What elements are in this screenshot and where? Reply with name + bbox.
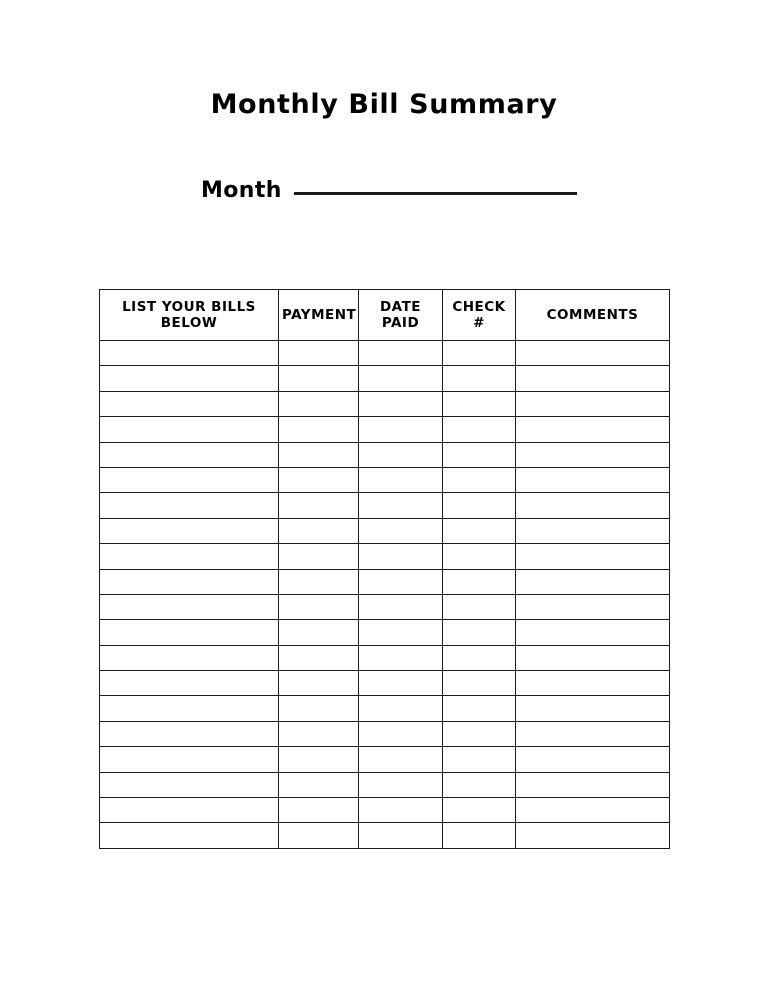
cell-payment[interactable] — [279, 569, 359, 594]
cell-date_paid[interactable] — [359, 417, 443, 442]
cell-payment[interactable] — [279, 798, 359, 823]
cell-check_no[interactable] — [443, 391, 516, 416]
cell-date_paid[interactable] — [359, 341, 443, 366]
cell-comments[interactable] — [516, 417, 670, 442]
cell-date_paid[interactable] — [359, 569, 443, 594]
cell-check_no[interactable] — [443, 747, 516, 772]
cell-bills[interactable] — [100, 721, 279, 746]
cell-date_paid[interactable] — [359, 391, 443, 416]
column-header-date-paid — [359, 290, 443, 341]
cell-bills[interactable] — [100, 772, 279, 797]
cell-payment[interactable] — [279, 645, 359, 670]
cell-comments[interactable] — [516, 341, 670, 366]
cell-date_paid[interactable] — [359, 366, 443, 391]
cell-bills[interactable] — [100, 366, 279, 391]
cell-bills[interactable] — [100, 544, 279, 569]
table-row — [100, 645, 670, 670]
cell-date_paid[interactable] — [359, 594, 443, 619]
table-row — [100, 823, 670, 848]
column-header-bills-line1: LIST YOUR BILLS — [122, 299, 256, 315]
cell-date_paid[interactable] — [359, 772, 443, 797]
cell-date_paid[interactable] — [359, 823, 443, 848]
cell-comments[interactable] — [516, 696, 670, 721]
cell-payment[interactable] — [279, 747, 359, 772]
cell-comments[interactable] — [516, 442, 670, 467]
cell-check_no[interactable] — [443, 772, 516, 797]
monthly-bill-table — [99, 289, 670, 849]
cell-comments[interactable] — [516, 772, 670, 797]
cell-date_paid[interactable] — [359, 620, 443, 645]
cell-bills[interactable] — [100, 798, 279, 823]
table-row — [100, 671, 670, 696]
cell-check_no[interactable] — [443, 594, 516, 619]
cell-date_paid[interactable] — [359, 442, 443, 467]
table-header — [100, 290, 670, 341]
bill-table-container — [99, 289, 669, 849]
cell-payment[interactable] — [279, 671, 359, 696]
cell-check_no[interactable] — [443, 823, 516, 848]
cell-bills[interactable] — [100, 391, 279, 416]
cell-payment[interactable] — [279, 417, 359, 442]
column-header-date-paid-line2: PAID — [381, 315, 420, 331]
table-row — [100, 620, 670, 645]
cell-date_paid[interactable] — [359, 671, 443, 696]
column-header-comments-line1: COMMENTS — [546, 307, 639, 323]
cell-date_paid[interactable] — [359, 747, 443, 772]
page-title: Monthly Bill Summary — [210, 89, 558, 120]
cell-date_paid[interactable] — [359, 696, 443, 721]
cell-date_paid[interactable] — [359, 721, 443, 746]
column-header-date-paid-line1: DATE — [379, 299, 422, 315]
month-blank-line[interactable] — [294, 192, 577, 195]
cell-check_no[interactable] — [443, 467, 516, 492]
table-row — [100, 391, 670, 416]
cell-comments[interactable] — [516, 366, 670, 391]
cell-comments[interactable] — [516, 721, 670, 746]
cell-check_no[interactable] — [443, 366, 516, 391]
cell-bills[interactable] — [100, 671, 279, 696]
cell-payment[interactable] — [279, 544, 359, 569]
cell-payment[interactable] — [279, 772, 359, 797]
column-header-payment-line1: PAYMENT — [282, 307, 357, 323]
cell-payment[interactable] — [279, 493, 359, 518]
table-row — [100, 518, 670, 543]
table-row — [100, 798, 670, 823]
cell-bills[interactable] — [100, 417, 279, 442]
month-field-row — [201, 178, 581, 204]
cell-bills[interactable] — [100, 467, 279, 492]
cell-bills[interactable] — [100, 493, 279, 518]
table-row — [100, 772, 670, 797]
cell-bills[interactable] — [100, 341, 279, 366]
cell-comments[interactable] — [516, 594, 670, 619]
cell-payment[interactable] — [279, 518, 359, 543]
cell-bills[interactable] — [100, 569, 279, 594]
cell-check_no[interactable] — [443, 493, 516, 518]
cell-payment[interactable] — [279, 341, 359, 366]
cell-payment[interactable] — [279, 620, 359, 645]
column-header-payment — [279, 290, 359, 341]
cell-check_no[interactable] — [443, 645, 516, 670]
column-header-check-number-line1: CHECK — [452, 299, 506, 315]
table-row — [100, 341, 670, 366]
table-row — [100, 544, 670, 569]
cell-bills[interactable] — [100, 594, 279, 619]
table-row — [100, 442, 670, 467]
cell-payment[interactable] — [279, 594, 359, 619]
cell-check_no[interactable] — [443, 798, 516, 823]
column-header-comments — [516, 290, 670, 341]
cell-date_paid[interactable] — [359, 798, 443, 823]
month-label: Month — [201, 178, 282, 203]
cell-date_paid[interactable] — [359, 467, 443, 492]
cell-check_no[interactable] — [443, 569, 516, 594]
cell-bills[interactable] — [100, 645, 279, 670]
cell-check_no[interactable] — [443, 442, 516, 467]
cell-payment[interactable] — [279, 696, 359, 721]
table-row — [100, 569, 670, 594]
cell-comments[interactable] — [516, 493, 670, 518]
cell-comments[interactable] — [516, 798, 670, 823]
cell-check_no[interactable] — [443, 620, 516, 645]
cell-bills[interactable] — [100, 823, 279, 848]
cell-date_paid[interactable] — [359, 645, 443, 670]
column-header-bills-line2: BELOW — [160, 315, 218, 331]
cell-bills[interactable] — [100, 620, 279, 645]
cell-bills[interactable] — [100, 518, 279, 543]
cell-comments[interactable] — [516, 544, 670, 569]
cell-check_no[interactable] — [443, 341, 516, 366]
table-row — [100, 747, 670, 772]
cell-comments[interactable] — [516, 391, 670, 416]
table-header-row — [100, 290, 670, 341]
cell-payment[interactable] — [279, 467, 359, 492]
cell-bills[interactable] — [100, 442, 279, 467]
cell-payment[interactable] — [279, 366, 359, 391]
column-header-check-number — [443, 290, 516, 341]
column-header-check-number-line2: # — [473, 315, 485, 331]
cell-bills[interactable] — [100, 747, 279, 772]
table-row — [100, 721, 670, 746]
cell-check_no[interactable] — [443, 544, 516, 569]
cell-payment[interactable] — [279, 391, 359, 416]
table-row — [100, 366, 670, 391]
cell-date_paid[interactable] — [359, 544, 443, 569]
table-row — [100, 594, 670, 619]
cell-date_paid[interactable] — [359, 493, 443, 518]
table-body — [100, 341, 670, 849]
column-header-bills — [100, 290, 279, 341]
cell-comments[interactable] — [516, 747, 670, 772]
cell-comments[interactable] — [516, 671, 670, 696]
cell-payment[interactable] — [279, 823, 359, 848]
cell-check_no[interactable] — [443, 696, 516, 721]
table-row — [100, 696, 670, 721]
cell-check_no[interactable] — [443, 671, 516, 696]
cell-bills[interactable] — [100, 696, 279, 721]
table-row — [100, 467, 670, 492]
cell-payment[interactable] — [279, 721, 359, 746]
cell-comments[interactable] — [516, 645, 670, 670]
cell-comments[interactable] — [516, 518, 670, 543]
cell-date_paid[interactable] — [359, 518, 443, 543]
cell-payment[interactable] — [279, 442, 359, 467]
table-row — [100, 417, 670, 442]
cell-check_no[interactable] — [443, 518, 516, 543]
cell-comments[interactable] — [516, 569, 670, 594]
cell-check_no[interactable] — [443, 721, 516, 746]
cell-check_no[interactable] — [443, 417, 516, 442]
cell-comments[interactable] — [516, 823, 670, 848]
table-row — [100, 493, 670, 518]
cell-comments[interactable] — [516, 620, 670, 645]
cell-comments[interactable] — [516, 467, 670, 492]
